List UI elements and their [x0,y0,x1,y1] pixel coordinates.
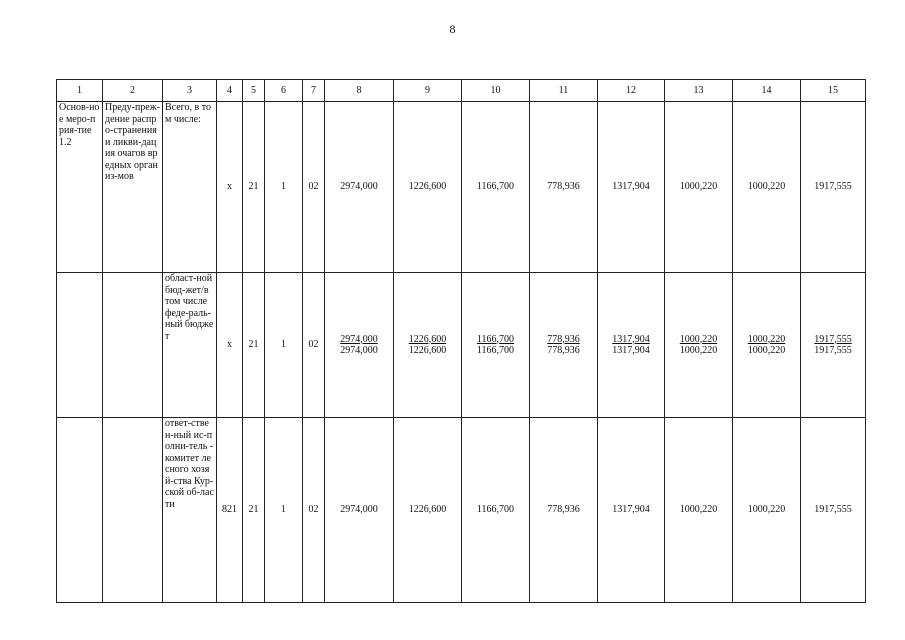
regional-amount: 1917,555 [814,333,852,345]
table-row-total [57,102,866,273]
amount-cell: 1317,904 [598,418,665,603]
code-cell: 1 [265,418,303,603]
amount-cell [394,273,462,418]
page-number: 8 [449,22,456,36]
header-cell: 6 [265,80,303,102]
federal-amount: 778,936 [547,345,580,356]
regional-amount: 1166,700 [476,333,515,345]
amount-cell [325,273,394,418]
amount-cell: 1000,220 [733,418,801,603]
budget-table [56,79,866,603]
funding-source-cell: ответ-ствен-ный ис-полни-тель - комитет лесного хозяй-ства Кур-ской об-ласти [163,418,217,603]
code-cell: 21 [243,418,265,603]
code-cell: 02 [303,418,325,603]
header-cell: 11 [530,80,598,102]
code-cell: 02 [303,102,325,273]
federal-amount: 2974,000 [340,345,378,356]
header-cell: 3 [163,80,217,102]
funding-source-cell: област-ной бюд-жет/в том числе феде-раль-ный бюджет [163,273,217,418]
code-cell: 1 [265,102,303,273]
code-cell: 21 [243,102,265,273]
regional-amount: 1226,600 [408,333,447,345]
amount-cell: 1226,600 [394,102,462,273]
header-cell: 12 [598,80,665,102]
amount-cell: 1000,220 [733,102,801,273]
code-cell: 02 [303,273,325,418]
amount-cell [733,273,801,418]
header-cell: 13 [665,80,733,102]
code-cell: х [217,273,243,418]
amount-cell: 2974,000 [325,102,394,273]
header-cell: 4 [217,80,243,102]
event-name-cell [57,418,103,603]
amount-cell: 1917,555 [801,418,866,603]
regional-amount: 1000,220 [679,333,718,345]
amount-cell [530,273,598,418]
header-cell: 2 [103,80,163,102]
header-row [57,80,866,102]
regional-amount: 1317,904 [612,333,650,345]
amount-cell [801,273,866,418]
amount-cell: 778,936 [530,102,598,273]
amount-cell [462,273,530,418]
code-cell: х [217,102,243,273]
amount-cell: 778,936 [530,418,598,603]
header-cell: 8 [325,80,394,102]
federal-amount: 1000,220 [747,345,786,356]
table-row-regional-budget [57,273,866,418]
header-cell: 14 [733,80,801,102]
event-description-cell [103,418,163,603]
amount-cell: 1917,555 [801,102,866,273]
regional-amount: 2974,000 [340,333,378,345]
code-cell: 21 [243,273,265,418]
federal-amount: 1000,220 [679,345,718,356]
amount-cell: 1000,220 [665,102,733,273]
header-cell: 5 [243,80,265,102]
amount-cell: 1317,904 [598,102,665,273]
header-cell: 1 [57,80,103,102]
code-cell: 1 [265,273,303,418]
event-description-cell [103,273,163,418]
header-cell: 10 [462,80,530,102]
regional-amount: 778,936 [547,333,580,345]
header-cell: 15 [801,80,866,102]
amount-cell [598,273,665,418]
header-cell: 9 [394,80,462,102]
amount-cell: 2974,000 [325,418,394,603]
event-description-cell: Преду-преж-дение распро-странения и ликви-дация очагов вредных организ-мов [103,102,163,273]
amount-cell [665,273,733,418]
amount-cell: 1166,700 [462,418,530,603]
code-cell: 821 [217,418,243,603]
federal-amount: 1917,555 [814,345,852,356]
federal-amount: 1317,904 [612,345,650,356]
amount-cell: 1000,220 [665,418,733,603]
header-cell: 7 [303,80,325,102]
federal-amount: 1226,600 [408,345,447,356]
federal-amount: 1166,700 [476,345,515,356]
regional-amount: 1000,220 [747,333,786,345]
event-name-cell: Основ-ное меро-прия-тие 1.2 [57,102,103,273]
amount-cell: 1226,600 [394,418,462,603]
amount-cell: 1166,700 [462,102,530,273]
event-name-cell [57,273,103,418]
funding-source-cell: Всего, в том числе: [163,102,217,273]
table-row-responsible-executor [57,418,866,603]
